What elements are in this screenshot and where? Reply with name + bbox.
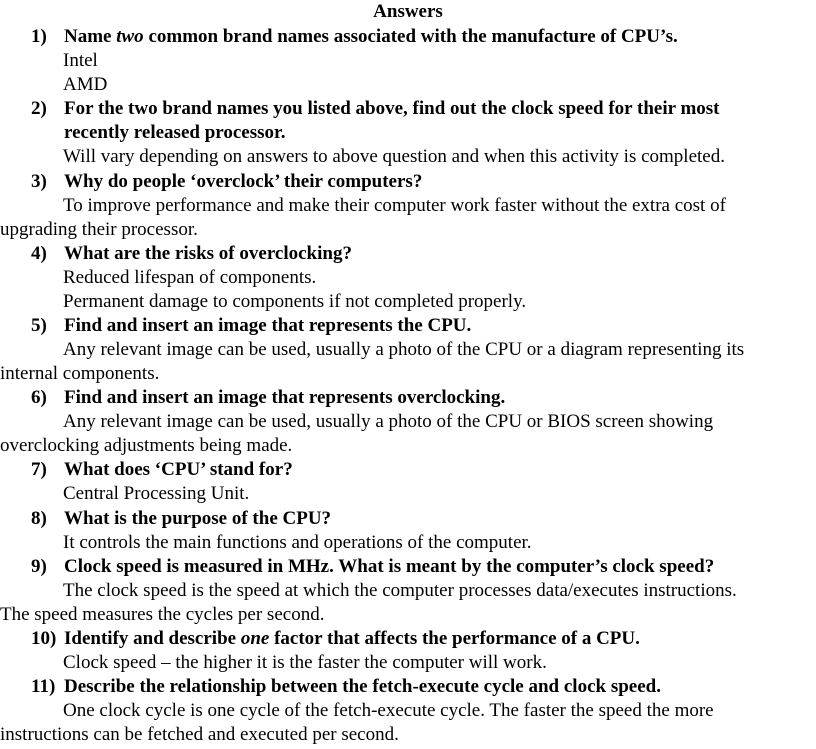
question-number: 7) <box>31 459 47 480</box>
answer-text: The clock speed is the speed at which the computer processes data/executes instructions. <box>63 580 737 601</box>
question-text: Find and insert an image that represents the CPU. <box>64 315 472 336</box>
question-number: 8) <box>31 508 47 529</box>
question-number: 6) <box>31 387 47 408</box>
question-emphasis: one <box>240 628 270 649</box>
question-text-part: factor that affects the performance of a CPU. <box>269 628 640 649</box>
answer-text: It controls the main functions and operations of the computer. <box>63 532 532 553</box>
answer-text: Reduced lifespan of components. <box>63 267 317 288</box>
answer-text: Any relevant image can be used, usually a photo of the CPU or BIOS screen showing <box>63 411 714 432</box>
answer-text: Intel <box>63 50 98 71</box>
question-emphasis: two <box>116 26 144 47</box>
question-text: recently released processor. <box>64 122 286 143</box>
question-number: 9) <box>31 556 47 577</box>
answer-text: To improve performance and make their computer work faster without the extra cost of <box>63 195 726 216</box>
answer-text: upgrading their processor. <box>0 219 198 240</box>
question-text <box>64 26 678 48</box>
question-number: 5) <box>31 315 47 336</box>
page-title: Answers <box>373 1 443 22</box>
answer-text: One clock cycle is one cycle of the fetch-execute cycle. The faster the speed the more <box>63 700 714 721</box>
answer-text: Any relevant image can be used, usually a photo of the CPU or a diagram representing its <box>63 339 745 360</box>
question-text-part: Identify and describe <box>64 628 241 649</box>
answer-text: Central Processing Unit. <box>63 483 250 504</box>
question-text: What is the purpose of the CPU? <box>64 508 332 529</box>
question-text: Why do people ‘overclock’ their computers? <box>64 171 423 192</box>
question-text-part: common brand names associated with the manufacture of CPU’s. <box>143 26 678 47</box>
answer-text: The speed measures the cycles per second. <box>0 604 325 625</box>
question-text <box>64 628 640 650</box>
answer-text: Clock speed – the higher it is the faster the computer will work. <box>63 652 547 673</box>
question-text: What are the risks of overclocking? <box>64 243 352 264</box>
question-number: 11) <box>31 676 56 697</box>
question-number: 1) <box>31 26 47 47</box>
question-text: What does ‘CPU’ stand for? <box>64 459 293 480</box>
question-text-part: Name <box>64 26 117 47</box>
question-text: Clock speed is measured in MHz. What is meant by the computer’s clock speed? <box>64 556 715 577</box>
question-text: Describe the relationship between the fetch-execute cycle and clock speed. <box>64 676 661 697</box>
question-text: Find and insert an image that represents overclocking. <box>64 387 506 408</box>
question-number: 4) <box>31 243 47 264</box>
answer-text: Will vary depending on answers to above question and when this activity is completed. <box>63 146 725 167</box>
answer-text: internal components. <box>0 363 160 384</box>
question-number: 10) <box>31 628 57 649</box>
answer-text: AMD <box>63 74 108 95</box>
answer-text: instructions can be fetched and executed per second. <box>0 724 399 745</box>
answer-text: overclocking adjustments being made. <box>0 435 293 456</box>
question-number: 3) <box>31 171 47 192</box>
answer-text: Permanent damage to components if not completed properly. <box>63 291 527 312</box>
question-text: For the two brand names you listed above, find out the clock speed for their most <box>64 98 720 119</box>
question-number: 2) <box>31 98 47 119</box>
